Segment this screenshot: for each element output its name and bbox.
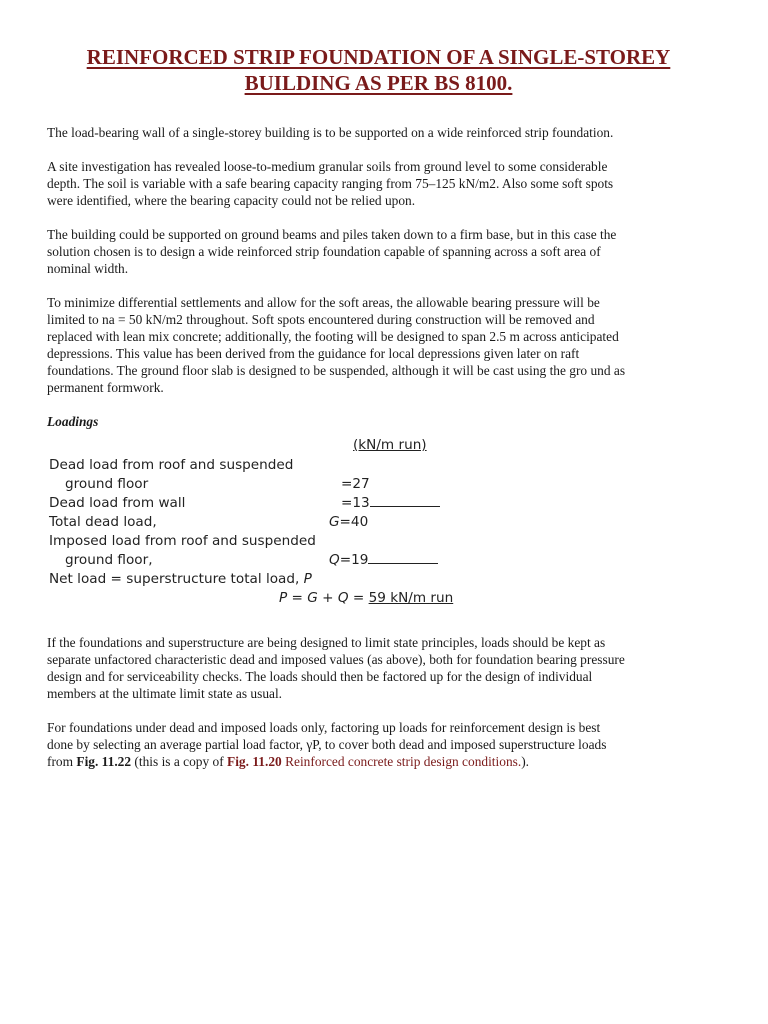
text-fragment: (this is a copy of <box>131 754 228 769</box>
symbol-g: G <box>307 590 318 606</box>
text-line: foundations. The ground floor slab is designed to be suspended, although it will be cast using the gro und as <box>47 363 626 378</box>
loadings-unit: (kN/m run) <box>353 437 427 453</box>
loadings-table <box>47 434 710 614</box>
value: 19 <box>351 552 369 568</box>
text-line: nominal width. <box>47 261 129 276</box>
symbol-p: P <box>279 590 288 606</box>
dead-load-wall-value <box>341 494 440 512</box>
text-line: design and for serviceability checks. The loads should then be factored up for the design of individual <box>47 669 593 684</box>
text-line: To minimize differential settlements and allow for the soft areas, the allowable bearing pressure will be <box>47 295 600 310</box>
text-line: depressions. This value has been derived from the guidance for local depressions given later on raft <box>47 346 580 361</box>
loadings-heading: Loadings <box>47 414 99 429</box>
symbol-q: Q <box>337 590 349 606</box>
page-title <box>47 0 710 96</box>
figure-link-caption[interactable]: Reinforced concrete strip design conditions. <box>281 754 522 769</box>
total-dead-load-label: Total dead load, <box>49 514 157 530</box>
net-load-result: 59 kN/m run <box>368 590 454 606</box>
symbol-g: G <box>329 514 340 530</box>
value: =40 <box>339 514 369 530</box>
figure-link[interactable]: Fig. 11.20 <box>227 754 282 769</box>
text-line: The building could be supported on ground beams and piles taken down to a firm base, but in this case the <box>47 227 617 242</box>
paragraph-load-factor <box>47 719 710 770</box>
symbol-p: P <box>303 571 312 587</box>
equals-sign: = <box>339 552 352 568</box>
text-line: permanent formwork. <box>47 380 164 395</box>
paragraph-limit-state <box>47 634 710 702</box>
imposed-load-label-1: Imposed load from roof and suspended <box>49 533 316 549</box>
value: 13 <box>352 495 370 511</box>
text-line: A site investigation has revealed loose-to-medium granular soils from ground level to some considerable <box>47 159 608 174</box>
dead-load-wall-label: Dead load from wall <box>49 495 186 511</box>
imposed-load-label-2: ground floor, <box>65 552 153 568</box>
text-line: For foundations under dead and imposed loads only, factoring up loads for reinforcement design is best <box>47 720 601 735</box>
paragraph-intro <box>47 124 710 141</box>
dead-load-roof-label-1: Dead load from roof and suspended <box>49 457 294 473</box>
text-fragment: ). <box>521 754 530 769</box>
title-line-2: BUILDING AS PER BS 8100. <box>244 71 513 95</box>
text-line: depth. The soil is variable with a safe bearing capacity ranging from 75–125 kN/m2. Also some soft spots <box>47 176 614 191</box>
total-dead-load-value <box>329 513 368 531</box>
dead-load-roof-label-2: ground floor <box>65 476 149 492</box>
title-line-1: REINFORCED STRIP FOUNDATION OF A SINGLE-STOREY <box>86 45 671 69</box>
text-line: members at the ultimate limit state as usual. <box>47 686 283 701</box>
text-fragment: from <box>47 754 77 769</box>
symbol-q: Q <box>329 552 340 568</box>
equals-sign: = <box>341 495 353 511</box>
text-line: If the foundations and superstructure are being designed to limit state principles, loads should be kept as <box>47 635 606 650</box>
paragraph-solution <box>47 226 710 277</box>
net-load-equation: P = G + Q = 59 kN/m run <box>279 590 454 606</box>
figure-reference: Fig. 11.22 <box>76 754 132 769</box>
dead-load-roof-value: =27 <box>341 476 370 492</box>
text-line: solution chosen is to design a wide reinforced strip foundation capable of spanning across a soft area of <box>47 244 601 259</box>
text-line: separate unfactored characteristic dead and imposed values (as above), both for foundation bearing pressure <box>47 652 625 667</box>
imposed-load-value <box>329 551 438 569</box>
paragraph-bearing-pressure <box>47 294 710 396</box>
text-line: limited to na = 50 kN/m2 throughout. Soft spots encountered during construction will be removed and <box>47 312 595 327</box>
net-load-text: Net load = superstructure total load, <box>49 571 300 587</box>
text-line: were identified, where the bearing capacity could not be relied upon. <box>47 193 416 208</box>
text-line: done by selecting an average partial load factor, γP, to cover both dead and imposed superstructure loads <box>47 737 607 752</box>
text-line <box>47 753 710 770</box>
paragraph-site-investigation <box>47 158 710 209</box>
text-line: replaced with lean mix concrete; additionally, the footing will be designed to span 2.5 m across anticipated <box>47 329 619 344</box>
underline-rule <box>370 494 440 507</box>
net-load-label <box>49 570 312 588</box>
underline-rule <box>368 551 438 564</box>
text-line: The load-bearing wall of a single-storey building is to be supported on a wide reinforced strip foundation. <box>47 125 614 140</box>
